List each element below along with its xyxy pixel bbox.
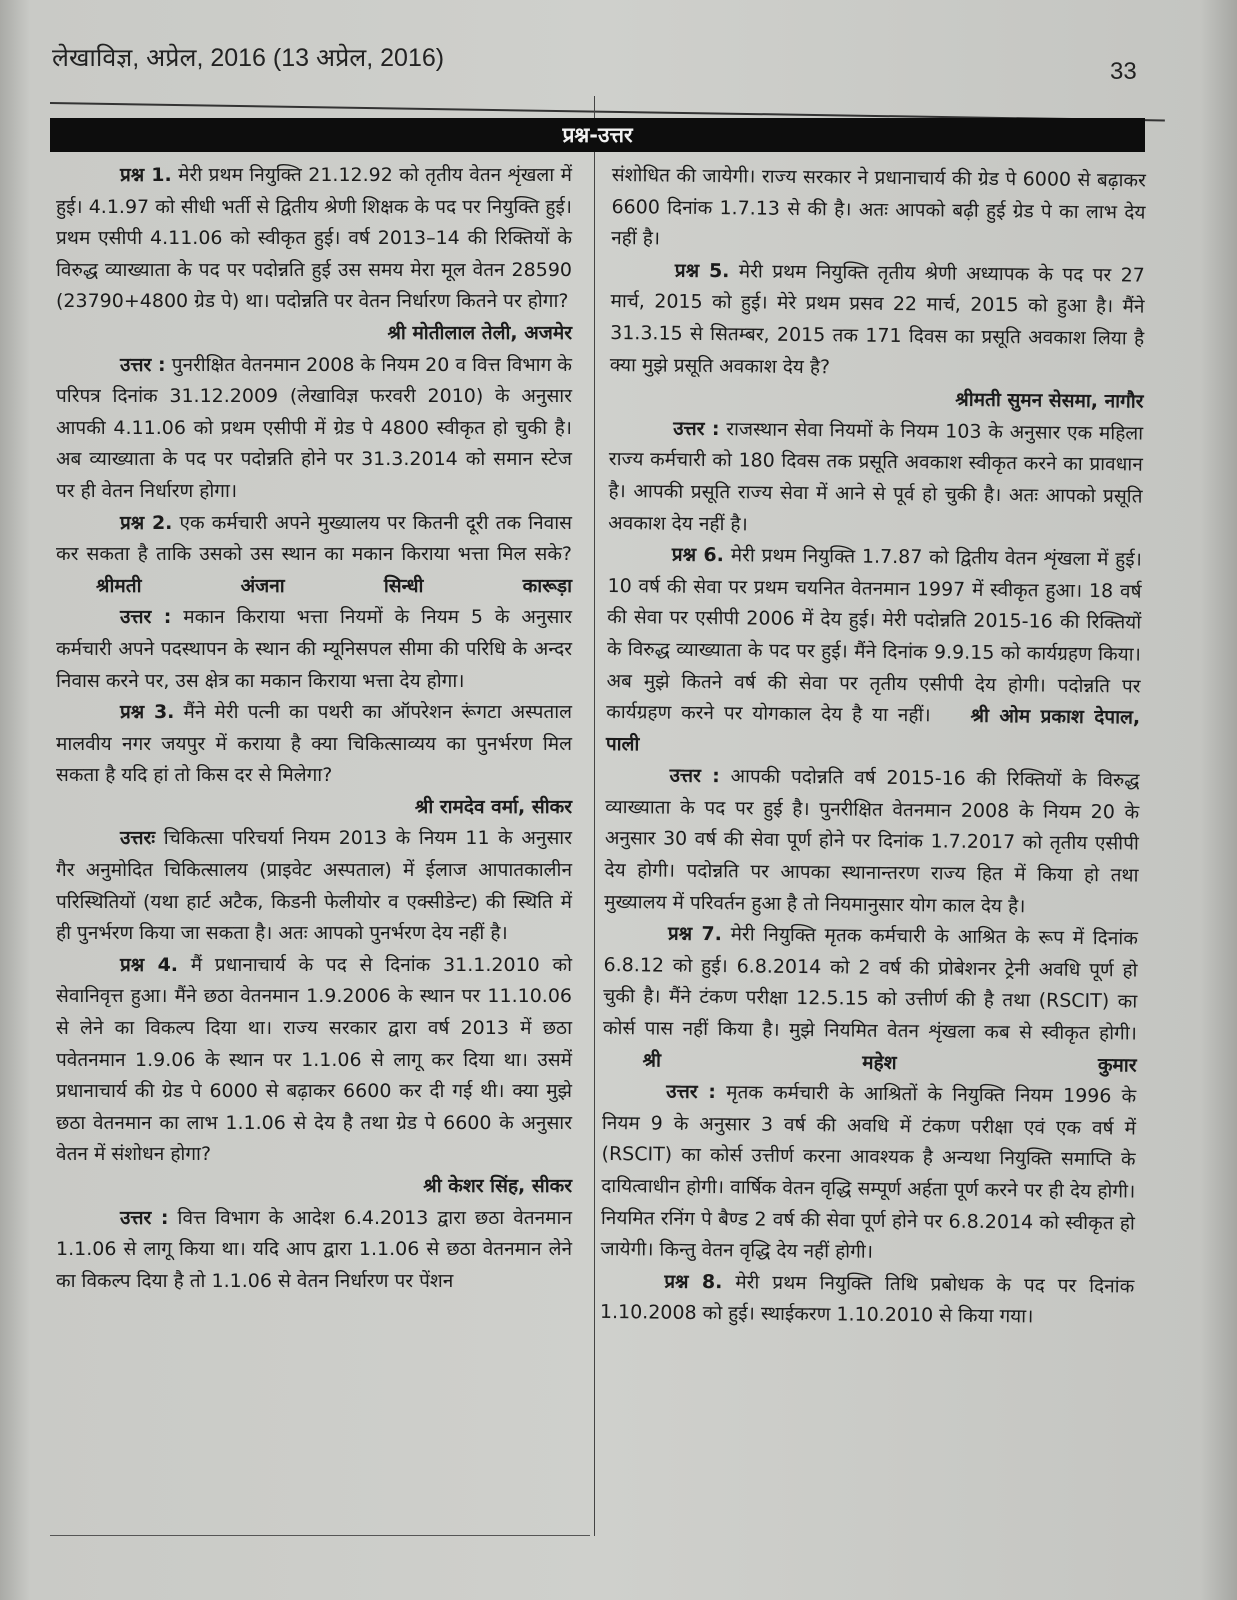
question-label: प्रश्न 5. xyxy=(674,259,730,283)
right-column xyxy=(600,160,1146,1334)
answer-text: पुनरीक्षित वेतनमान 2008 के नियम 20 व वित्त विभाग के परिपत्र दिनांक 31.12.2009 (लेखाविज्ञ फरवरी 2010) के अनुसार आपकी 4.11.06 को प्रथम एसीपी में ग्रेड पे 4800 स्वीकृत हो चुकी है। अब व्याख्याता के पद पर पदोन्नति होने पर 31.3.2014 को समान स्टेज पर ही वेतन निर्धारण होगा। xyxy=(56,353,572,502)
question-paragraph xyxy=(56,950,572,1171)
left-column xyxy=(56,160,572,1297)
answer-paragraph xyxy=(608,413,1143,545)
question-label: प्रश्न 2. xyxy=(120,511,173,534)
running-header: लेखाविज्ञ, अप्रेल, 2016 (13 अप्रेल, 2016) xyxy=(52,44,445,72)
asker-name: श्री केशर सिंह, सीकर xyxy=(423,1175,572,1197)
answer-label: उत्तर : xyxy=(120,353,166,376)
answer-paragraph xyxy=(604,760,1140,924)
continued-paragraph: संशोधित की जायेगी। राज्य सरकार ने प्रधानाचार्य की ग्रेड पे 6000 से बढ़ाकर 6600 दिनांक 1.7.13 से की है। अतः आपको बढ़ी हुई ग्रेड पे का लाभ देय नहीं है। xyxy=(611,163,1146,250)
answer-paragraph xyxy=(56,823,572,949)
answer-text: आपकी पदोन्नति वर्ष 2015-16 की रिक्तियों के विरुद्ध व्याख्याता के पद पर हुई है। पुनरीक्षित वेतनमान 2008 के नियम 20 के अनुसार 30 वर्ष की सेवा पूर्ण होने पर दिनांक 1.7.2017 को तृतीय एसीपी देय होगी। पदोन्नति पर आपका स्थानान्तरण राज्य हित में किया हो तथा मुख्यालय में परिवर्तन हुआ है तो नियमानुसार योग काल देय है। xyxy=(604,765,1140,918)
question-label: प्रश्न 1. xyxy=(120,164,172,186)
question-paragraph xyxy=(56,160,572,318)
question-text: मेरी नियुक्ति मृतक कर्मचारी के आश्रित के रूप में दिनांक 6.8.12 को हुई। 6.8.2014 को 2 वर्ष की प्रोबेशनर ट्रेनी अवधि पूर्ण हो चुकी है। मैंने टंकण परीक्षा 12.5.15 को उत्तीर्ण की है तथा (RSCIT) का कोर्स पास नहीं किया है। मुझे नियमित वेतन शृंखला कब से स्वीकृत होगी। xyxy=(602,923,1139,1045)
question-paragraph xyxy=(606,539,1142,766)
question-paragraph xyxy=(600,1266,1135,1335)
question-text: मेरी प्रथम नियुक्ति तृतीय श्रेणी अध्यापक के पद पर 27 मार्च, 2015 को हुई। मेरे प्रथम प्रसव 22 मार्च, 2015 को हुआ है। मैंने 31.3.15 से सितम्बर, 2015 तक 171 दिवस का प्रसूति अवकाश लिया है क्या मुझे प्रसूति अवकाश देय है? xyxy=(609,260,1145,378)
asker-name: श्रीमती अंजना सिन्धी कारूड़ा xyxy=(96,574,572,597)
question-text: मैं प्रधानाचार्य के पद से दिनांक 31.1.2010 को सेवानिवृत्त हुआ। मैंने छठा वेतनमान 1.9.2006 के स्थान पर 11.10.06 से लेने का विकल्प दिया था। राज्य सरकार द्वारा वर्ष 2013 में छठा पवेतनमान 1.9.06 के स्थान पर 1.1.06 से लागू कर दिया था। उसमें प्रधानाचार्य की ग्रेड पे 6000 से बढ़ाकर 6600 कर दी गई थी। क्या मुझे छठा वेतनमान का लाभ 1.1.06 से देय है तथा ग्रेड पे 6600 के अनुसार वेतन में संशोधन होगा? xyxy=(56,953,573,1166)
question-text: एक कर्मचारी अपने मुख्यालय पर कितनी दूरी तक निवास कर सकता है ताकि उसको उस स्थान का मकान किराया भत्ता मिल सके? xyxy=(56,511,572,566)
answer-label: उत्तर : xyxy=(669,764,720,788)
column-divider xyxy=(594,96,595,1536)
answer-paragraph xyxy=(56,602,572,697)
answer-label: उत्तरः xyxy=(120,827,156,850)
answer-label: उत्तर : xyxy=(673,417,720,440)
answer-paragraph xyxy=(56,1203,572,1298)
question-label: प्रश्न 3. xyxy=(120,701,175,724)
footer-rule xyxy=(50,1535,590,1536)
section-banner: प्रश्न-उत्तर xyxy=(50,118,1145,152)
question-paragraph xyxy=(56,697,572,792)
question-text: मेरी प्रथम नियुक्ति 1.7.87 को द्वितीय वेतन शृंखला में हुई। 10 वर्ष की सेवा पर प्रथम चयनित वेतनमान 1997 में स्वीकृत हुआ। 18 वर्ष की सेवा पर एसीपी 2006 में देय हुई। मेरी पदोन्नति 2015-16 की रिक्तियों के विरुद्ध व्याख्याता के पद पर हुई। मैंने दिनांक 9.9.15 को कार्यग्रहण किया। अब मुझे कितने वर्ष की सेवा पर तृतीय एसीपी देय होगी। पदोन्नति पर कार्यग्रहण करने पर योगकाल देय है या नहीं। xyxy=(606,544,1142,727)
question-label: प्रश्न 8. xyxy=(664,1270,723,1293)
asker-name: श्री महेश कुमार xyxy=(642,1048,1137,1077)
question-text: मेरी प्रथम नियुक्ति 21.12.92 को तृतीय वेतन शृंखला में हुई। 4.1.97 को सीधी भर्ती से द्वितीय श्रेणी शिक्षक के पद पर नियुक्ति हुई। प्रथम एसीपी 4.11.06 को स्वीकृत हुई। वर्ष 2013–14 की रिक्तियों के विरुद्ध व्याख्याता के पद पर पदोन्नति हुई उस समय मेरा मूल वेतन 28590 (23790+4800 ग्रेड पे) था। पदोन्नति पर वेतन निर्धारण कितने पर होगा? xyxy=(56,164,573,313)
answer-text: राजस्थान सेवा नियमों के नियम 103 के अनुसार एक महिला राज्य कर्मचारी को 180 दिवस तक प्रसूति अवकाश स्वीकृत करने का प्रावधान है। आपकी प्रसूति राज्य सेवा में आने से पूर्व हो चुकी है। अतः आपको प्रसूति अवकाश देय नहीं है। xyxy=(608,417,1144,535)
asker-name: श्री ओम प्रकाश देपाल, पाली xyxy=(605,704,1141,756)
answer-text: मृतक कर्मचारी के आश्रितों के नियुक्ति नियम 1996 के नियम 9 के अनुसार 3 वर्ष की अवधि में टंकण परीक्षा एवं एक वर्ष में (RSCIT) का कोर्स उत्तीर्ण करना आवश्यक है अन्यथा नियुक्ति समाप्ति के दायित्वाधीन होगी। वार्षिक वेतन वृद्धि सम्पूर्ण अर्हता पूर्ण करने पर ही देय होगी। नियमित रनिंग पे बैण्ड 2 वर्ष की सेवा पूर्ण होने पर 6.8.2014 को स्वीकृत हो जायेगी। किन्तु वेतन वृद्धि देय नहीं होगी। xyxy=(600,1081,1137,1263)
question-text: मेरी प्रथम नियुक्ति तिथि प्रबोधक के पद पर दिनांक 1.10.2008 को हुई। स्थाईकरण 1.10.2010 से किया गया। xyxy=(599,1270,1135,1328)
asker-name: श्रीमती सुमन सेसमा, नागौर xyxy=(955,388,1144,413)
answer-paragraph xyxy=(56,350,572,508)
question-paragraph xyxy=(602,918,1138,1082)
question-label: प्रश्न 7. xyxy=(667,922,723,946)
answer-text: चिकित्सा परिचर्या नियम 2013 के नियम 11 के अनुसार गैर अनुमोदित चिकित्सालय (प्राइवेट अस्पताल) में ईलाज आपातकालीन परिस्थितियों (यथा हार्ट अटैक, किडनी फेलीयोर व एक्सीडेन्ट) की स्थिति में ही पुनर्भरण किया जा सकता है। अतः आपको पुनर्भरण देय नहीं है। xyxy=(56,827,572,945)
question-label: प्रश्न 6. xyxy=(671,543,725,567)
asker-name: श्री मोतीलाल तेली, अजमेर xyxy=(387,321,572,344)
page-number: 33 xyxy=(1110,58,1137,85)
answer-label: उत्तर : xyxy=(666,1080,717,1104)
question-paragraph xyxy=(56,508,572,603)
answer-label: उत्तर : xyxy=(120,1206,169,1229)
question-label: प्रश्न 4. xyxy=(120,953,179,976)
answer-label: उत्तर : xyxy=(120,606,172,629)
question-paragraph xyxy=(610,255,1145,387)
question-text: मैंने मेरी पत्नी का पथरी का ऑपरेशन रूंगटा अस्पताल मालवीय नगर जयपुर में कराया है क्या चिकित्साव्यय का पुनर्भरण मिल सकता है यदि हां तो किस दर से मिलेगा? xyxy=(56,701,572,787)
answer-paragraph xyxy=(600,1076,1136,1271)
answer-text: मकान किराया भत्ता नियमों के नियम 5 के अनुसार कर्मचारी अपने पदस्थापन के स्थान की म्यूनिसपल सीमा की परिधि के अन्दर निवास करने पर, उस क्षेत्र का मकान किराया भत्ता देय होगा। xyxy=(56,606,572,692)
asker-name: श्री रामदेव वर्मा, सीकर xyxy=(414,795,572,818)
answer-text: वित्त विभाग के आदेश 6.4.2013 द्वारा छठा वेतनमान 1.1.06 से लागू किया था। यदि आप द्वारा 1.1.06 से छठा वेतनमान लेने का विकल्प दिया है तो 1.1.06 से वेतन निर्धारण पर पेंशन xyxy=(56,1206,572,1292)
